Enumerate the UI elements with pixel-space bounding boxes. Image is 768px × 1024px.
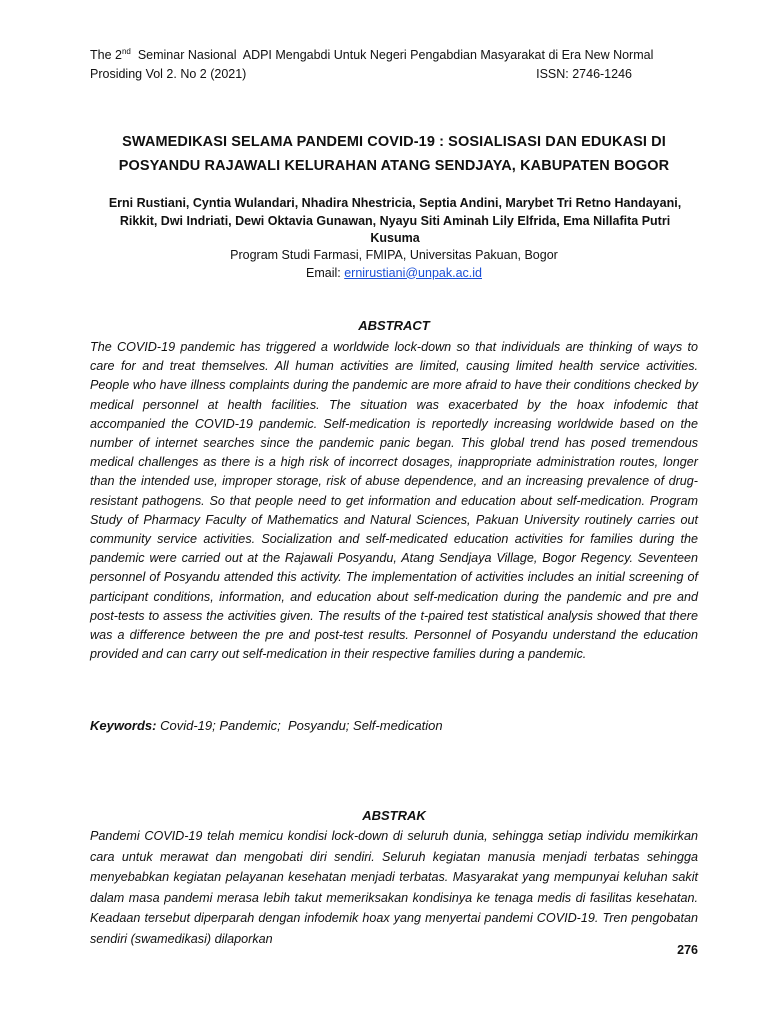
email-link[interactable]: ernirustiani@unpak.ac.id (344, 265, 482, 280)
page-number: 276 (677, 943, 698, 957)
keywords-label: Keywords: (90, 718, 157, 733)
keywords-text: Covid-19; Pandemic; Posyandu; Self-medication (156, 718, 443, 733)
issn: ISSN: 2746-1246 (536, 67, 632, 81)
abstract-heading: ABSTRACT (358, 318, 430, 333)
abstract-body: The COVID-19 pandemic has triggered a worldwide lock-down so that individuals are thinking of ways to care for and treat themselves. All human activities are limited, causing limited health service activities. People who have illness complaints during the pandemic are more afraid to have their conditions checked by medical personnel at health facilities. The situation was exacerbated by the hoax infodemic that accompanied the COVID-19 pandemic. Self-medication is reportedly increasing worldwide based on the number of internet searches since the pandemic panic began. This global trend has posed tremendous medical challenges as there is a high risk of incorrect dosages, inappropriate administration routes, longer than the intended use, improper storage, risk of abuse dependence, and an increasing prevalence of drug-resistant pathogens. So that people need to get information and education about self-medication. Program Study of Pharmacy Faculty of Mathematics and Natural Sciences, Pakuan University routinely carries out community service activities. Socialization and self-medicated education activities for families during the pandemic were carried out at the Rajawali Posyandu, Atang Sendjaya Village, Bogor Regency. Seventeen personnel of Posyandu attended this activity. The implementation of activities includes an initial screening of participant conditions, information, and education about self-medication during the pandemic and pre and post-tests to assess the activities given. The results of the t-paired test statistical analysis showed that there was a difference between the pre and post-test results. Personnel of Posyandu understand the education provided and can carry out self-medication in their respective families during a pandemic. (90, 340, 698, 662)
affiliation: Program Studi Farmasi, FMIPA, Universitas Pakuan, Bogor (230, 248, 558, 262)
email-line: Email: ernirustiani@unpak.ac.id (306, 265, 482, 280)
abstrak-heading: ABSTRAK (362, 808, 426, 823)
author-list: Erni Rustiani, Cyntia Wulandari, Nhadira Nhestricia, Septia Andini, Marybet Tri Retno Handayani, Rikkit, Dwi Indriati, Dewi Oktavia Gunawan, Nyayu Siti Aminah Lily Elfrida, Ema Nillafita Putri Kusuma (108, 196, 682, 245)
proceedings-volume: Prosiding Vol 2. No 2 (2021) (90, 67, 247, 81)
conference-line: The 2nd Seminar Nasional ADPI Mengabdi Untuk Negeri Pengabdian Masyarakat di Era New Normal (90, 46, 654, 62)
proceedings-line (90, 65, 632, 84)
paper-title: SWAMEDIKASI SELAMA PANDEMI COVID-19 : SOSIALISASI DAN EDUKASI DI POSYANDU RAJAWALI KELURAHAN ATANG SENDJAYA, KABUPATEN BOGOR (118, 134, 670, 174)
affiliation-block (90, 247, 698, 282)
running-header (90, 46, 690, 84)
abstrak-body: Pandemi COVID-19 telah memicu kondisi lock-down di seluruh dunia, sehingga setiap individu memikirkan cara untuk merawat dan mengobati diri sendiri. Seluruh kegiatan manusia menjadi terbatas sehingga menyebabkan kegiatan pelayanan kesehatan menjadi terbatas. Masyarakat yang mempunyai keluhan sakit dalam masa pandemi merasa lebih takut memeriksakan kondisinya ke tenaga medis di fasilitas kesehatan. Keadaan tersebut diperparah dengan infodemik hoax yang menyertai pandemi COVID-19. Tren pengobatan sendiri (swamedikasi) dilaporkan (90, 829, 698, 946)
keywords-line (90, 718, 698, 733)
